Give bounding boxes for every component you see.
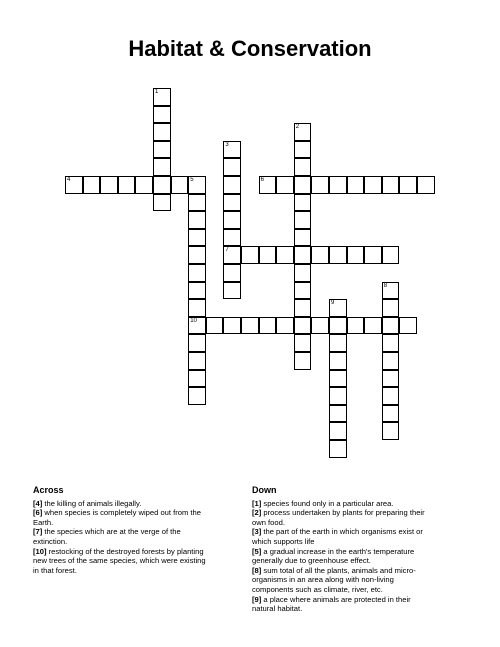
grid-cell[interactable] — [188, 387, 206, 405]
grid-cell[interactable] — [65, 176, 83, 194]
clue-number-label: [3] — [252, 527, 262, 537]
clue-number: 4 — [67, 177, 71, 183]
clue-number: 7 — [225, 247, 229, 254]
grid-cell[interactable] — [276, 176, 294, 194]
page-title: Habitat & Conservation — [128, 36, 372, 61]
grid-cell[interactable] — [259, 317, 277, 335]
grid-cell[interactable] — [294, 141, 312, 159]
grid-cell[interactable] — [364, 246, 382, 264]
clue-item — [33, 508, 211, 527]
grid-cell[interactable] — [382, 370, 400, 388]
grid-cell[interactable] — [382, 387, 400, 405]
grid-cell[interactable] — [171, 176, 189, 194]
down-clue-list — [252, 499, 430, 614]
clue-number: 5 — [190, 177, 194, 183]
clue-item — [252, 566, 430, 595]
grid-cell[interactable] — [329, 387, 347, 405]
grid-cell[interactable] — [294, 176, 312, 194]
grid-cell[interactable] — [100, 176, 118, 194]
grid-cell[interactable] — [347, 246, 365, 264]
clue-text: species found only in a particular area. — [261, 498, 394, 508]
grid-cell[interactable] — [276, 246, 294, 264]
clue-text: the killing of animals illegally. — [42, 498, 142, 508]
grid-cell[interactable] — [276, 317, 294, 335]
clue-text: when species is completely wiped out from the Earth. — [33, 508, 201, 527]
grid-cell[interactable] — [329, 422, 347, 440]
grid-cell[interactable] — [311, 246, 329, 264]
grid-cell[interactable] — [382, 176, 400, 194]
grid-cell[interactable] — [83, 176, 101, 194]
grid-cell[interactable] — [347, 317, 365, 335]
across-clue-list — [33, 499, 211, 576]
grid-cell[interactable] — [294, 352, 312, 370]
clue-number-label: [5] — [252, 546, 262, 556]
grid-cell[interactable] — [223, 194, 241, 212]
grid-cell[interactable] — [294, 317, 312, 335]
grid-cell[interactable] — [382, 422, 400, 440]
grid-cell[interactable] — [223, 264, 241, 282]
grid-cell[interactable] — [188, 317, 206, 335]
grid-cell[interactable] — [311, 176, 329, 194]
grid-cell[interactable] — [329, 405, 347, 423]
grid-cell[interactable] — [364, 317, 382, 335]
grid-cell[interactable] — [329, 317, 347, 335]
clue-text: sum total of all the plants, animals and micro-organisms in an area along with non-living components such as climate, river, etc. — [252, 565, 416, 594]
grid-cell[interactable] — [329, 334, 347, 352]
clue-text: the species which are at the verge of the extinction. — [33, 527, 181, 546]
clue-number-label: [9] — [252, 594, 262, 604]
grid-cell[interactable] — [188, 246, 206, 264]
grid-cell[interactable] — [294, 211, 312, 229]
grid-cell[interactable] — [311, 317, 329, 335]
clue-number-label: [10] — [33, 546, 47, 556]
grid-cell[interactable] — [294, 282, 312, 300]
grid-cell[interactable] — [399, 176, 417, 194]
grid-cell[interactable] — [153, 123, 171, 141]
clue-number: 9 — [331, 300, 335, 307]
grid-cell[interactable] — [153, 106, 171, 124]
clue-text: a gradual increase in the earth's temperature generally due to greenhouse effect. — [252, 546, 415, 566]
grid-cell[interactable] — [417, 176, 435, 194]
grid-cell[interactable] — [223, 229, 241, 247]
grid-cell[interactable] — [153, 158, 171, 176]
grid-cell[interactable] — [347, 176, 365, 194]
grid-cell[interactable] — [259, 176, 277, 194]
grid-cell[interactable] — [188, 229, 206, 247]
clue-number: 2 — [295, 124, 300, 131]
clue-number: 1 — [155, 89, 159, 95]
clue-item — [33, 499, 211, 509]
grid-cell[interactable] — [118, 176, 136, 194]
grid-cell[interactable] — [188, 334, 206, 352]
clue-number: 8 — [383, 282, 388, 289]
clue-number-label: [8] — [252, 565, 262, 575]
grid-cell[interactable] — [188, 299, 206, 317]
grid-cell[interactable] — [294, 264, 312, 282]
grid-cell[interactable] — [329, 370, 347, 388]
clue-number: 10 — [190, 317, 197, 324]
grid-cell[interactable] — [188, 282, 206, 300]
grid-cell[interactable] — [223, 317, 241, 335]
grid-cell[interactable] — [294, 194, 312, 212]
grid-cell[interactable] — [153, 176, 171, 194]
grid-cell[interactable] — [223, 158, 241, 176]
grid-cell[interactable] — [329, 299, 347, 317]
grid-cell[interactable] — [153, 88, 171, 106]
grid-cell[interactable] — [294, 246, 312, 264]
grid-cell[interactable] — [223, 141, 241, 159]
clue-item — [252, 595, 430, 614]
across-heading: Across — [33, 485, 64, 495]
grid-cell[interactable] — [135, 176, 153, 194]
grid-cell[interactable] — [329, 246, 347, 264]
clue-number-label: [1] — [252, 498, 262, 508]
clue-item — [252, 527, 430, 546]
clue-number-label: [6] — [33, 508, 43, 518]
clue-item — [33, 547, 211, 576]
clue-number-label: [4] — [33, 498, 43, 508]
grid-cell[interactable] — [153, 141, 171, 159]
grid-cell[interactable] — [294, 123, 312, 141]
grid-cell[interactable] — [188, 194, 206, 212]
grid-cell[interactable] — [364, 176, 382, 194]
clue-text: restocking of the destroyed forests by planting new trees of the same species, which were existing in that forest. — [33, 546, 206, 575]
clue-number: 6 — [260, 177, 264, 183]
grid-cell[interactable] — [382, 317, 400, 335]
grid-cell[interactable] — [382, 282, 400, 300]
grid-cell[interactable] — [382, 352, 400, 370]
clue-number-label: [2] — [252, 508, 262, 518]
grid-cell[interactable] — [153, 194, 171, 212]
down-heading: Down — [252, 485, 277, 495]
grid-cell[interactable] — [241, 246, 259, 264]
grid-cell[interactable] — [329, 440, 347, 458]
grid-cell[interactable] — [329, 352, 347, 370]
clue-text: process undertaken by plants for preparing their own food. — [252, 508, 425, 527]
grid-cell[interactable] — [223, 282, 241, 300]
grid-cell[interactable] — [188, 211, 206, 229]
grid-cell[interactable] — [223, 246, 241, 264]
grid-cell[interactable] — [382, 246, 400, 264]
across-clues — [33, 486, 211, 575]
clue-number-label: [7] — [33, 527, 43, 537]
grid-cell[interactable] — [188, 176, 206, 194]
clue-item — [252, 499, 430, 509]
clue-text: the part of the earth in which organisms exist or which supports life — [252, 527, 423, 546]
grid-cell[interactable] — [382, 334, 400, 352]
clue-number: 3 — [225, 141, 229, 148]
clue-item — [252, 508, 430, 527]
grid-cell[interactable] — [399, 317, 417, 335]
grid-cell[interactable] — [241, 317, 259, 335]
clue-item — [33, 527, 211, 546]
grid-cell[interactable] — [294, 299, 312, 317]
grid-cell[interactable] — [223, 211, 241, 229]
grid-cell[interactable] — [294, 334, 312, 352]
grid-cell[interactable] — [188, 264, 206, 282]
grid-cell[interactable] — [206, 317, 224, 335]
grid-cell[interactable] — [294, 229, 312, 247]
grid-cell[interactable] — [382, 405, 400, 423]
clue-item — [252, 547, 430, 566]
clue-text: a place where animals are protected in their natural habitat. — [252, 594, 411, 614]
grid-cell[interactable] — [223, 176, 241, 194]
grid-cell[interactable] — [329, 176, 347, 194]
down-clues — [252, 486, 430, 614]
grid-cell[interactable] — [188, 370, 206, 388]
grid-cell[interactable] — [294, 158, 312, 176]
grid-cell[interactable] — [382, 299, 400, 317]
grid-cell[interactable] — [259, 246, 277, 264]
grid-cell[interactable] — [188, 352, 206, 370]
